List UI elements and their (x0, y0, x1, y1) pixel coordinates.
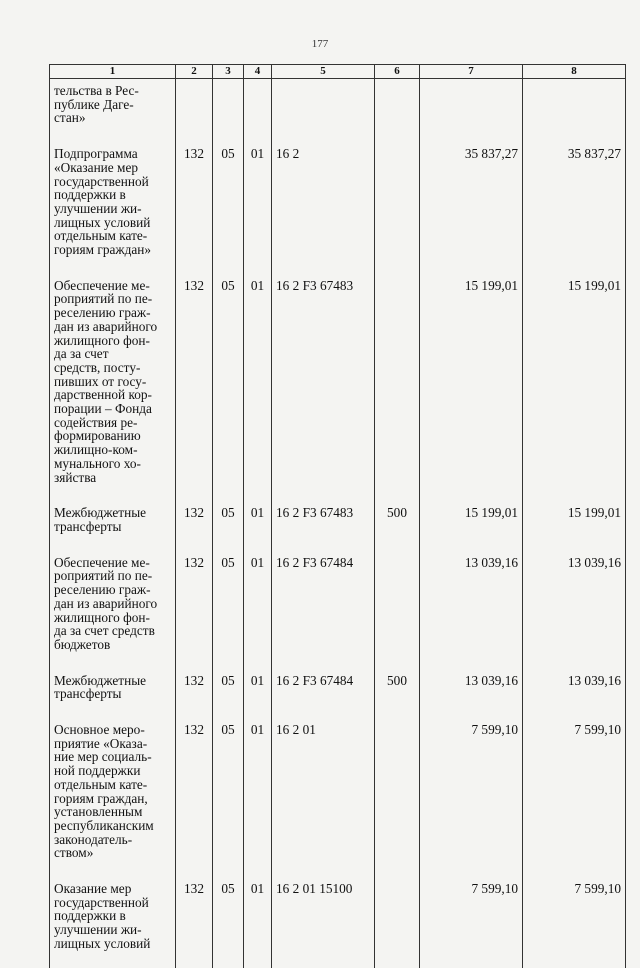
item-name-line: лищных условий (54, 214, 151, 230)
target-article-cell: 16 2 F3 67483 (272, 274, 375, 502)
item-name-line: дан из аварийного (54, 595, 158, 611)
item-name-line: установленным (54, 804, 143, 820)
table-header (50, 65, 626, 79)
item-name-line: жилищного фон- (54, 609, 150, 625)
subsection-code-cell: 01 (244, 669, 272, 718)
item-name-cell (50, 79, 176, 143)
expense-type-cell (375, 79, 420, 143)
item-name-line: лищных условий (54, 935, 151, 951)
item-name-line: роприятий по пе- (54, 568, 153, 584)
ministry-code-cell (176, 79, 213, 143)
item-name-line: пивших от госу- (54, 373, 147, 389)
amount-cell-2 (523, 79, 626, 143)
item-name-line: Обеспечение ме- (54, 277, 150, 293)
expense-type-cell (375, 274, 420, 502)
column-header-2: 2 (176, 65, 213, 79)
item-name-line: гориям граждан» (54, 242, 152, 258)
item-name-cell (50, 877, 176, 968)
amount-cell-1: 7 599,10 (420, 877, 523, 968)
item-name-cell (50, 501, 176, 550)
item-name-line: Подпрограмма (54, 146, 138, 162)
item-name-line: да за счет средств (54, 623, 155, 639)
table-row (50, 669, 626, 718)
table-row (50, 877, 626, 968)
item-name-line: реселению граж- (54, 305, 151, 321)
ministry-code-cell: 132 (176, 718, 213, 877)
amount-cell-2: 15 199,01 (523, 274, 626, 502)
table-row (50, 274, 626, 502)
table-row (50, 718, 626, 877)
table-row (50, 551, 626, 669)
item-name-line: реселению граж- (54, 582, 151, 598)
item-name-line: ной поддержки (54, 763, 141, 779)
item-name-line: отдельным кате- (54, 776, 148, 792)
item-name-line: республиканским (54, 817, 154, 833)
item-name-line: средств, посту- (54, 359, 141, 375)
section-code-cell: 05 (213, 142, 244, 274)
budget-table (49, 64, 626, 968)
subsection-code-cell: 01 (244, 142, 272, 274)
amount-cell-1: 15 199,01 (420, 501, 523, 550)
section-code-cell: 05 (213, 718, 244, 877)
ministry-code-cell: 132 (176, 501, 213, 550)
section-code-cell: 05 (213, 877, 244, 968)
item-name-line: поддержки в (54, 908, 126, 924)
item-name-line: ние мер социаль- (54, 749, 152, 765)
expense-type-cell (375, 718, 420, 877)
table-row (50, 501, 626, 550)
target-article-cell: 16 2 01 15100 (272, 877, 375, 968)
target-article-cell: 16 2 F3 67484 (272, 669, 375, 718)
item-name-line: Основное меро- (54, 722, 145, 738)
item-name-line: порации – Фонда (54, 401, 152, 417)
item-name-cell (50, 669, 176, 718)
section-code-cell: 05 (213, 501, 244, 550)
amount-cell-2: 35 837,27 (523, 142, 626, 274)
section-code-cell: 05 (213, 551, 244, 669)
section-code-cell: 05 (213, 669, 244, 718)
item-name-line: Межбюджетные (54, 672, 147, 688)
item-name-cell (50, 718, 176, 877)
table-body (50, 79, 626, 968)
expense-type-cell: 500 (375, 669, 420, 718)
item-name-line: Оказание мер (54, 881, 132, 897)
item-name-line: трансферты (54, 686, 122, 702)
amount-cell-1: 13 039,16 (420, 669, 523, 718)
amount-cell-2: 13 039,16 (523, 551, 626, 669)
subsection-code-cell: 01 (244, 718, 272, 877)
item-name-line: приятие «Оказа- (54, 735, 148, 751)
section-code-cell: 05 (213, 274, 244, 502)
expense-type-cell (375, 142, 420, 274)
amount-cell-1 (420, 79, 523, 143)
table-row (50, 79, 626, 143)
item-name-line: формированию (54, 428, 141, 444)
item-name-cell (50, 142, 176, 274)
item-name-line: тельства в Рес- (54, 83, 139, 98)
amount-cell-1: 15 199,01 (420, 274, 523, 502)
amount-cell-2: 7 599,10 (523, 877, 626, 968)
item-name-line: «Оказание мер (54, 159, 138, 175)
item-name-line: законодатель- (54, 831, 133, 847)
section-code-cell (213, 79, 244, 143)
item-name-line: государственной (54, 894, 149, 910)
item-name-line: зяйства (54, 469, 97, 485)
target-article-cell: 16 2 01 (272, 718, 375, 877)
item-name-line: дан из аварийного (54, 318, 158, 334)
column-header-7: 7 (420, 65, 523, 79)
amount-cell-1: 35 837,27 (420, 142, 523, 274)
page-number: 177 (311, 38, 329, 50)
column-header-3: 3 (213, 65, 244, 79)
item-name-line: мунального хо- (54, 455, 141, 471)
subsection-code-cell: 01 (244, 274, 272, 502)
item-name-line: улучшении жи- (54, 922, 142, 938)
header-row (50, 65, 626, 79)
expense-type-cell (375, 877, 420, 968)
amount-cell-1: 13 039,16 (420, 551, 523, 669)
ministry-code-cell: 132 (176, 669, 213, 718)
column-header-1: 1 (50, 65, 176, 79)
amount-cell-2: 15 199,01 (523, 501, 626, 550)
item-name-line: отдельным кате- (54, 228, 148, 244)
column-header-6: 6 (375, 65, 420, 79)
item-name-cell (50, 551, 176, 669)
column-header-5: 5 (272, 65, 375, 79)
item-name-line: публике Даге- (54, 96, 134, 112)
item-name-line: Межбюджетные (54, 505, 147, 521)
item-name-line: государственной (54, 173, 149, 189)
item-name-line: жилищно-ком- (54, 442, 138, 458)
amount-cell-2: 7 599,10 (523, 718, 626, 877)
expense-type-cell: 500 (375, 501, 420, 550)
item-name-line: роприятий по пе- (54, 291, 153, 307)
item-name-line: бюджетов (54, 636, 111, 652)
subsection-code-cell: 01 (244, 551, 272, 669)
ministry-code-cell: 132 (176, 274, 213, 502)
item-name-line: поддержки в (54, 187, 126, 203)
item-name-line: трансферты (54, 518, 122, 534)
column-header-4: 4 (244, 65, 272, 79)
target-article-cell: 16 2 F3 67484 (272, 551, 375, 669)
target-article-cell (272, 79, 375, 143)
subsection-code-cell (244, 79, 272, 143)
expense-type-cell (375, 551, 420, 669)
table-row (50, 142, 626, 274)
item-name-line: гориям граждан, (54, 790, 148, 806)
column-header-8: 8 (523, 65, 626, 79)
amount-cell-1: 7 599,10 (420, 718, 523, 877)
subsection-code-cell: 01 (244, 501, 272, 550)
item-name-line: ством» (54, 845, 94, 861)
item-name-cell (50, 274, 176, 502)
ministry-code-cell: 132 (176, 877, 213, 968)
item-name-line: содействия ре- (54, 414, 138, 430)
target-article-cell: 16 2 (272, 142, 375, 274)
item-name-line: Обеспечение ме- (54, 554, 150, 570)
item-name-line: улучшении жи- (54, 200, 142, 216)
amount-cell-2: 13 039,16 (523, 669, 626, 718)
ministry-code-cell: 132 (176, 142, 213, 274)
item-name-line: дарственной кор- (54, 387, 152, 403)
ministry-code-cell: 132 (176, 551, 213, 669)
target-article-cell: 16 2 F3 67483 (272, 501, 375, 550)
item-name-line: жилищного фон- (54, 332, 150, 348)
item-name-line: да за счет (54, 346, 109, 362)
subsection-code-cell: 01 (244, 877, 272, 968)
item-name-line: стан» (54, 110, 86, 126)
